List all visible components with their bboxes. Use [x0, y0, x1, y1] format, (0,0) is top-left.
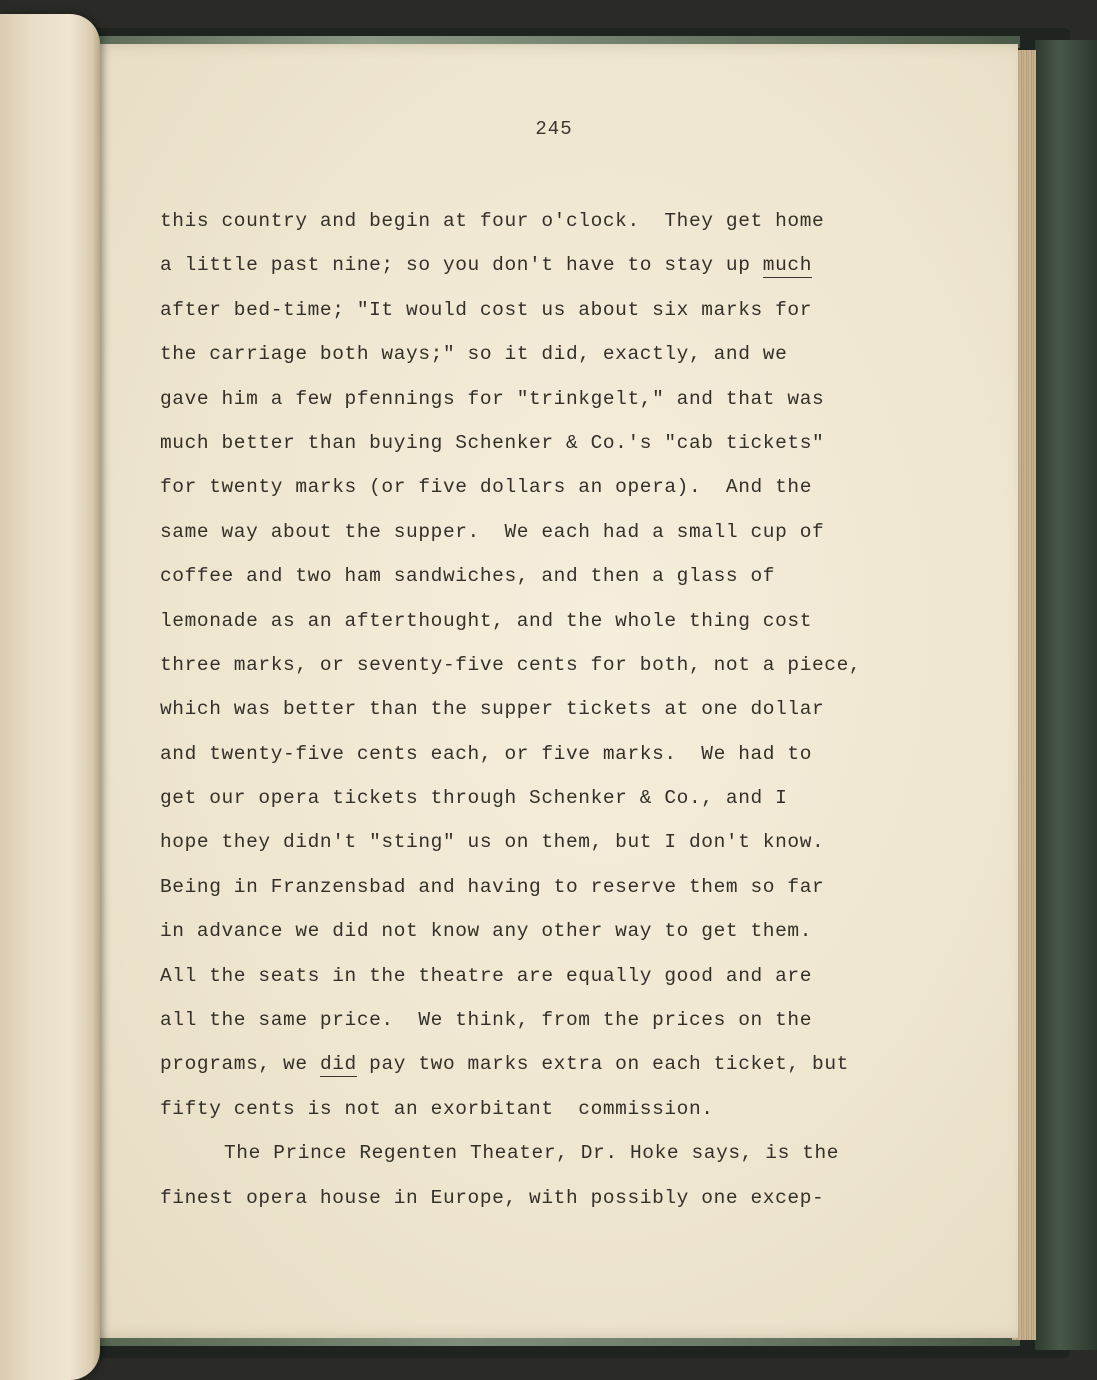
text-segment: after bed-time; "It would cost us about six marks for	[160, 298, 813, 321]
text-segment: pay two marks extra on each ticket, but	[356, 1053, 849, 1076]
text-segment: all the same price. We think, from the prices on the	[160, 1009, 813, 1032]
text-line	[160, 909, 940, 953]
text-line	[160, 1042, 940, 1086]
typed-page	[90, 44, 1018, 1338]
text-line	[160, 865, 940, 909]
text-segment: this country and begin at four o'clock. They get home	[160, 210, 825, 232]
text-line	[160, 954, 940, 998]
text-line	[160, 421, 940, 465]
text-line	[160, 465, 940, 509]
text-line	[160, 1087, 940, 1131]
text-line	[160, 732, 940, 776]
text-line	[160, 377, 940, 421]
text-line	[160, 1131, 940, 1175]
text-line	[160, 554, 940, 598]
text-line	[160, 1176, 940, 1220]
text-line	[160, 332, 940, 376]
text-line	[160, 243, 940, 287]
text-segment: same way about the supper. We each had a small cup of	[160, 520, 825, 543]
page-number: 245	[535, 118, 573, 140]
text-line	[160, 288, 940, 332]
text-segment: All the seats in the theatre are equally good and are	[160, 964, 813, 987]
underlined-word: much	[762, 254, 813, 277]
text-segment: coffee and two ham sandwiches, and then a glass of	[160, 565, 776, 588]
text-line	[160, 687, 940, 731]
text-segment: finest opera house in Europe, with possibly one excep-	[160, 1186, 825, 1209]
text-segment: a little past nine; so you don't have to stay up	[160, 254, 763, 277]
text-line	[160, 599, 940, 643]
text-segment: for twenty marks (or five dollars an opera). And the	[160, 476, 813, 499]
text-line	[160, 510, 940, 554]
text-segment: The Prince Regenten Theater, Dr. Hoke says, is the	[224, 1142, 840, 1165]
text-segment: Being in Franzensbad and having to reserve them so far	[160, 875, 825, 898]
page-body-text	[160, 199, 940, 1220]
text-segment: much better than buying Schenker & Co.'s "cab tickets"	[160, 431, 825, 454]
text-segment: gave him a few pfennings for "trinkgelt," and that was	[160, 387, 825, 410]
text-segment: which was better than the supper tickets at one dollar	[160, 698, 825, 721]
underlined-word: did	[319, 1053, 357, 1076]
text-segment: programs, we	[160, 1053, 320, 1076]
text-segment: the carriage both ways;" so it did, exactly, and we	[160, 343, 788, 366]
text-segment: and twenty-five cents each, or five marks. We had to	[160, 742, 813, 765]
previous-page-curl	[0, 14, 100, 1380]
text-segment: three marks, or seventy-five cents for both, not a piece,	[160, 653, 862, 676]
text-line	[160, 199, 940, 243]
text-segment: get our opera tickets through Schenker & Co., and I	[160, 787, 788, 810]
text-segment: lemonade as an afterthought, and the whole thing cost	[160, 609, 813, 632]
cover-cloth-right	[1035, 40, 1097, 1350]
text-segment: hope they didn't "sting" us on them, but I don't know.	[160, 831, 825, 854]
text-line	[160, 998, 940, 1042]
text-line	[160, 643, 940, 687]
text-segment: in advance we did not know any other way to get them.	[160, 920, 813, 943]
text-line	[160, 776, 940, 820]
text-line	[160, 820, 940, 864]
text-segment: fifty cents is not an exorbitant commission.	[160, 1097, 714, 1120]
